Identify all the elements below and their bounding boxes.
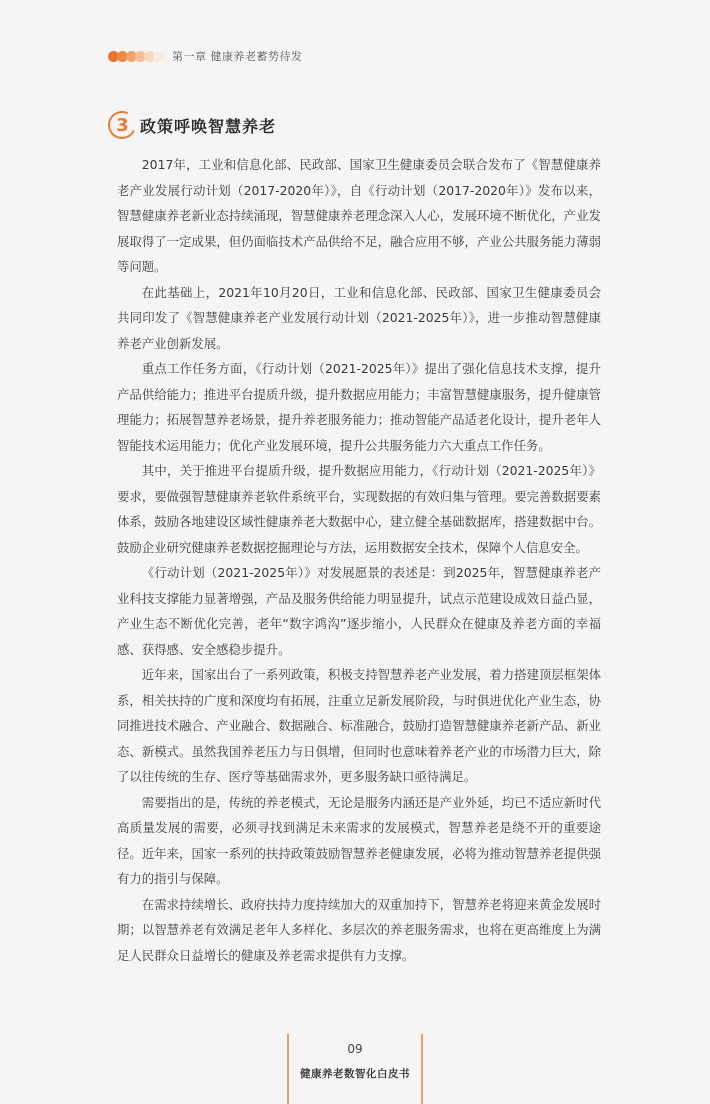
paragraph: 其中，关于推进平台提质升级，提升数据应用能力，《行动计划（2021-2025年）》要求，要做强智慧健康养老软件系统平台，实现数据的有效归集与管理。要完善数据要素体系，鼓励各地建设区域性健康养老大数据中心，建立健全基础数据库，搭建数据中台。鼓励企业研究健康养老数据挖掘理论与方法，运用数据安全技术，保障个人信息安全。 [117, 463, 601, 555]
section-heading [108, 111, 276, 139]
section-number: 3 [115, 114, 129, 136]
paragraph: 在需求持续增长、政府扶持力度持续加大的双重加持下，智慧养老将迎来黄金发展时期；以智慧养老有效满足老年人多样化、多层次的养老服务需求，也将在更高维度上为满足人民群众日益增长的健康及养老需求提供有力支撑。 [117, 896, 601, 963]
book-title: 健康养老数智化白皮书 [300, 1068, 410, 1080]
body-text [117, 152, 601, 968]
page-footer [287, 1034, 423, 1104]
section-number-badge [104, 107, 140, 143]
chapter-header [108, 48, 303, 64]
paragraph: 需要指出的是，传统的养老模式，无论是服务内涵还是产业外延，均已不适应新时代高质量发展的需要，必须寻找到满足未来需求的发展模式，智慧养老是绕不开的重要途径。近年来，国家一系列的扶持政策鼓励智慧养老健康发展，必将为推动智慧养老提供强有力的指引与保障。 [117, 794, 601, 886]
paragraph: 重点工作任务方面，《行动计划（2021-2025年）》提出了强化信息技术支撑，提升产品供给能力；推进平台提质升级，提升数据应用能力；丰富智慧健康服务，提升健康管理能力；拓展智慧养老场景，提升养老服务能力；推动智能产品适老化设计，提升老年人智能技术运用能力；优化产业发展环境，提升公共服务能力六大重点工作任务。 [117, 361, 601, 453]
paragraph: 2017年，工业和信息化部、民政部、国家卫生健康委员会联合发布了《智慧健康养老产业发展行动计划（2017-2020年）》，自《行动计划（2017-2020年）》发布以来，智慧健康养老新业态持续涌现，智慧健康养老理念深入人心，发展环境不断优化，产业发展取得了一定成果，但仍面临技术产品供给不足，融合应用不够，产业公共服务能力薄弱等问题。 [117, 157, 601, 274]
page-number: 09 [347, 1042, 363, 1056]
paragraph: 《行动计划（2021-2025年）》对发展愿景的表述是：到2025年，智慧健康养老产业科技支撑能力显著增强，产品及服务供给能力明显提升，试点示范建设成效日益凸显，产业生态不断优化完善，老年“数字鸿沟”逐步缩小，人民群众在健康及养老方面的幸福感、获得感、安全感稳步提升。 [117, 565, 601, 657]
paragraph: 在此基础上，2021年10月20日，工业和信息化部、民政部、国家卫生健康委员会共同印发了《智慧健康养老产业发展行动计划（2021-2025年）》，进一步推动智慧健康养老产业创新发展。 [117, 284, 601, 351]
chapter-title: 第一章 健康养老蓄势待发 [172, 50, 303, 63]
section-title: 政策呼唤智慧养老 [140, 116, 277, 136]
dot-icon [153, 51, 164, 62]
paragraph: 近年来，国家出台了一系列政策，积极支持智慧养老产业发展，着力搭建顶层框架体系，相关扶持的广度和深度均有拓展，注重立足新发展阶段，与时俱进优化产业生态，协同推进技术融合、产业融合、数据融合、标准融合，鼓励打造智慧健康养老新产品、新业态、新模式。虽然我国养老压力与日俱增，但同时也意味着养老产业的市场潜力巨大，除了以往传统的生存、医疗等基础需求外，更多服务缺口亟待满足。 [117, 667, 601, 784]
decorative-dots [108, 51, 162, 62]
